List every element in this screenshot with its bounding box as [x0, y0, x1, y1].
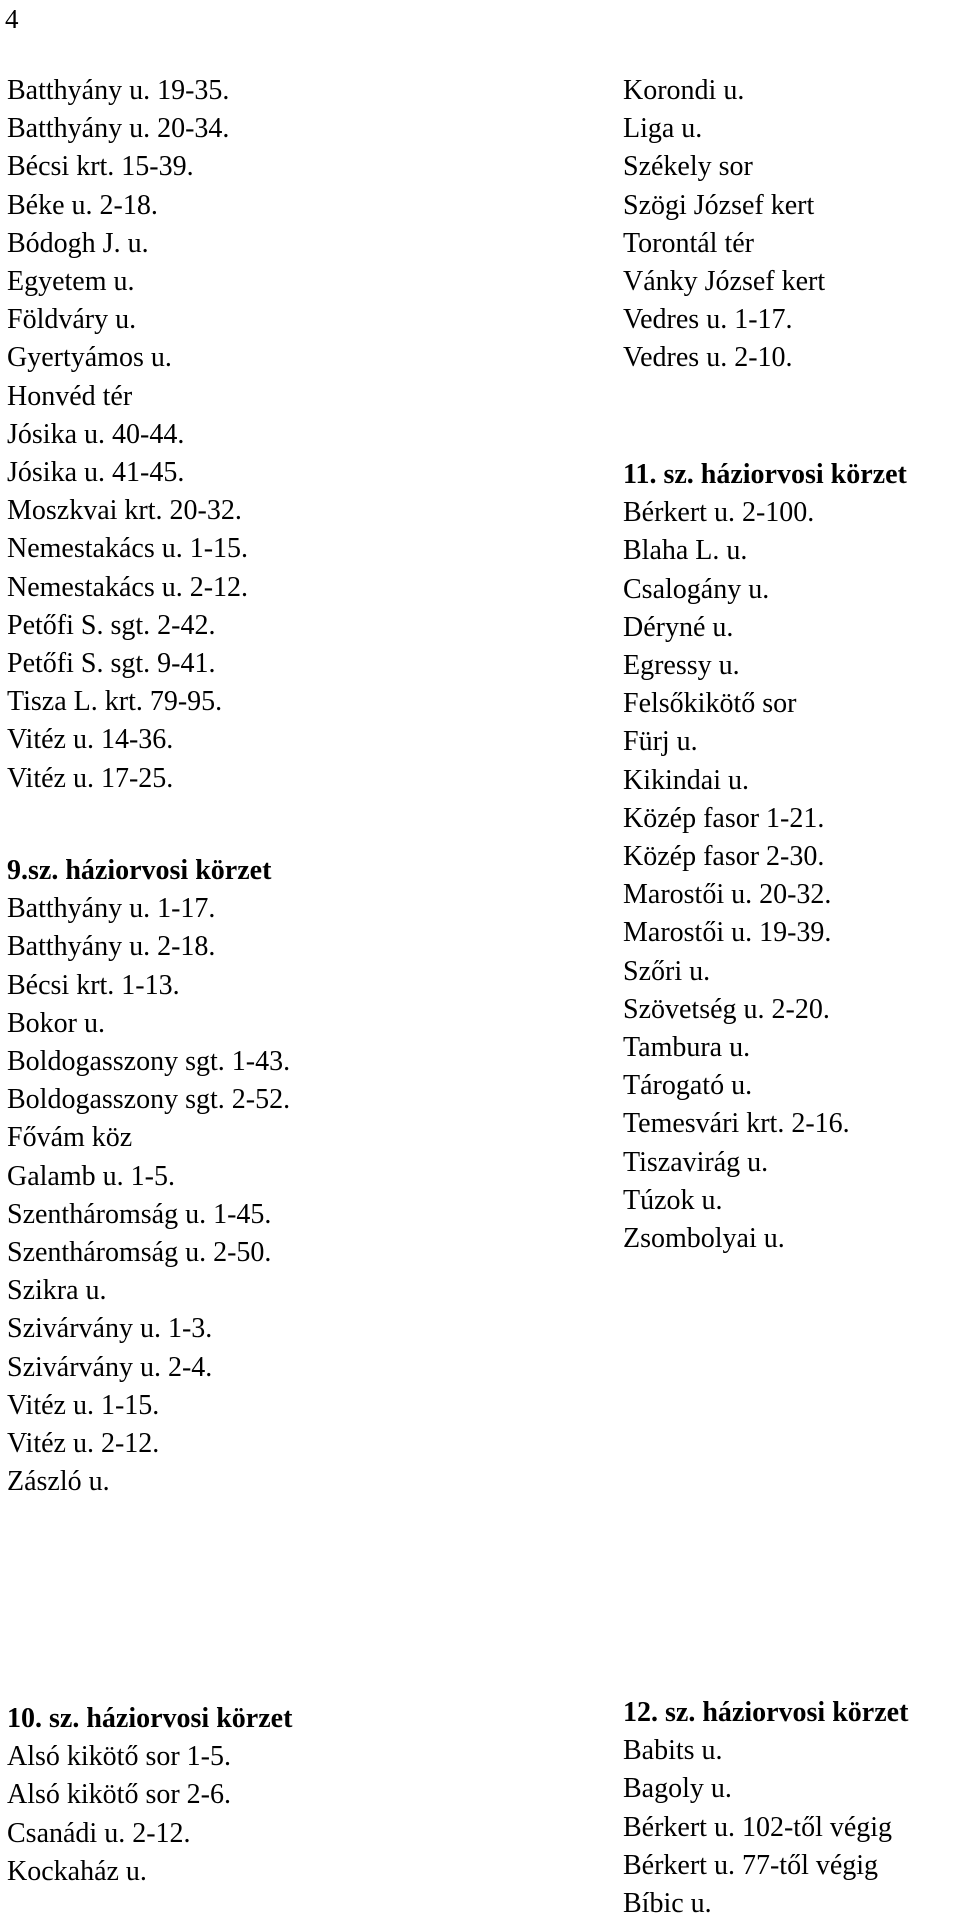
street-item: Nemestakács u. 1-15.	[7, 533, 249, 565]
street-item: Petőfi S. sgt. 2-42.	[7, 609, 216, 641]
street-list-left-top	[7, 72, 248, 798]
street-item: Boldogasszony sgt. 1-43.	[7, 1046, 291, 1078]
street-item: Batthyány u. 20-34.	[7, 113, 230, 145]
street-item: Szivárvány u. 2-4.	[7, 1351, 213, 1383]
street-item: Közép fasor 2-30.	[623, 841, 825, 873]
street-item: Szivárvány u. 1-3.	[7, 1313, 213, 1345]
district-12-list	[623, 1694, 908, 1923]
street-item: Bécsi krt. 15-39.	[7, 151, 194, 183]
district-9-heading: 9.sz. háziorvosi körzet	[7, 855, 272, 886]
street-item: Temesvári krt. 2-16.	[623, 1108, 850, 1140]
street-item: Bíbic u.	[623, 1888, 712, 1920]
street-item: Felsőkikötő sor	[623, 688, 797, 720]
street-item: Bécsi krt. 1-13.	[7, 969, 180, 1001]
street-item: Vedres u. 2-10.	[623, 342, 793, 374]
street-item: Alsó kikötő sor 1-5.	[7, 1741, 231, 1773]
street-item: Bérkert u. 102-től végig	[623, 1811, 893, 1843]
street-item: Tisza L. krt. 79-95.	[7, 686, 223, 718]
street-item: Alsó kikötő sor 2-6.	[7, 1779, 231, 1811]
street-item: Tárogató u.	[623, 1070, 753, 1102]
street-item: Fővám köz	[7, 1122, 133, 1154]
street-item: Korondi u.	[623, 75, 745, 106]
street-item: Moszkvai krt. 20-32.	[7, 495, 242, 527]
street-item: Bérkert u. 2-100.	[623, 497, 815, 529]
street-item: Galamb u. 1-5.	[7, 1160, 175, 1192]
district-9-list	[7, 852, 290, 1501]
street-item: Vitéz u. 1-15.	[7, 1389, 160, 1421]
street-item: Vedres u. 1-17.	[623, 304, 793, 336]
street-item: Egyetem u.	[7, 266, 135, 298]
street-item: Tiszavirág u.	[623, 1146, 769, 1178]
street-item: Blaha L. u.	[623, 535, 748, 567]
street-item: Szikra u.	[7, 1275, 107, 1307]
street-item: Tambura u.	[623, 1032, 751, 1064]
street-item: Petőfi S. sgt. 9-41.	[7, 648, 216, 680]
street-item: Béke u. 2-18.	[7, 189, 158, 221]
street-item: Szentháromság u. 1-45.	[7, 1198, 272, 1230]
street-item: Székely sor	[623, 151, 753, 183]
street-item: Babits u.	[623, 1735, 723, 1767]
street-item: Kockaház u.	[7, 1855, 147, 1887]
street-item: Fürj u.	[623, 726, 698, 758]
street-item: Zsombolyai u.	[623, 1223, 785, 1255]
street-item: Jósika u. 41-45.	[7, 457, 185, 489]
street-item: Csalogány u.	[623, 573, 770, 605]
district-10-heading: 10. sz. háziorvosi körzet	[7, 1703, 293, 1734]
street-item: Szögi József kert	[623, 189, 815, 221]
street-item: Vitéz u. 2-12.	[7, 1428, 160, 1460]
street-item: Marostői u. 20-32.	[623, 879, 832, 911]
street-item: Vitéz u. 17-25.	[7, 762, 174, 794]
street-item: Batthyány u. 1-17.	[7, 893, 216, 925]
street-item: Kikindai u.	[623, 764, 749, 796]
street-item: Szőri u.	[623, 955, 711, 987]
street-item: Bagoly u.	[623, 1773, 732, 1805]
street-item: Torontál tér	[623, 227, 754, 259]
street-item: Marostői u. 19-39.	[623, 917, 832, 949]
street-item: Bódogh J. u.	[7, 227, 149, 259]
street-item: Nemestakács u. 2-12.	[7, 571, 249, 603]
street-item: Vitéz u. 14-36.	[7, 724, 174, 756]
street-item: Egressy u.	[623, 650, 740, 682]
street-item: Szentháromság u. 2-50.	[7, 1237, 272, 1269]
street-item: Jósika u. 40-44.	[7, 418, 185, 450]
street-item: Honvéd tér	[7, 380, 133, 412]
street-item: Közép fasor 1-21.	[623, 802, 825, 834]
street-item: Liga u.	[623, 113, 703, 145]
district-11-list	[623, 456, 907, 1258]
district-10-list	[7, 1700, 292, 1891]
district-11-heading: 11. sz. háziorvosi körzet	[623, 459, 907, 490]
street-item: Bokor u.	[7, 1007, 105, 1039]
street-item: Batthyány u. 19-35.	[7, 75, 230, 106]
street-list-right-top	[623, 72, 825, 378]
street-item: Gyertyámos u.	[7, 342, 172, 374]
street-item: Földváry u.	[7, 304, 137, 336]
page-number: 4	[5, 4, 19, 34]
street-item: Batthyány u. 2-18.	[7, 931, 216, 963]
street-item: Vánky József kert	[623, 266, 826, 298]
street-item: Zászló u.	[7, 1466, 110, 1498]
street-item: Boldogasszony sgt. 2-52.	[7, 1084, 291, 1116]
street-item: Bérkert u. 77-től végig	[623, 1849, 879, 1881]
street-item: Túzok u.	[623, 1184, 723, 1216]
district-12-heading: 12. sz. háziorvosi körzet	[623, 1697, 909, 1728]
street-item: Déryné u.	[623, 611, 734, 643]
street-item: Szövetség u. 2-20.	[623, 993, 830, 1025]
street-item: Csanádi u. 2-12.	[7, 1817, 191, 1849]
